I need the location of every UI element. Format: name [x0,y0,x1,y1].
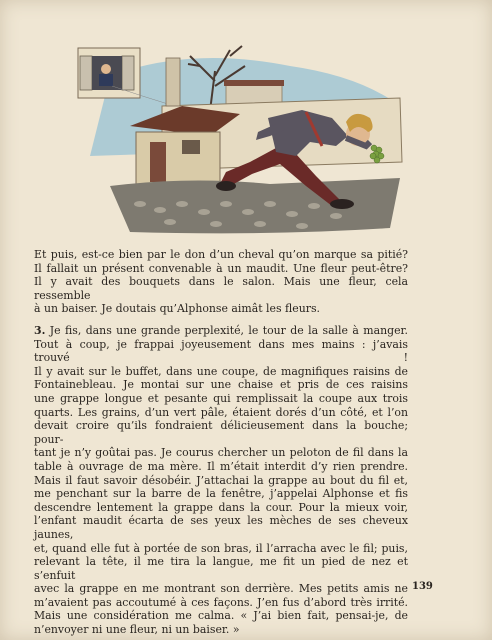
paragraph-2-line: l’enfant maudit écarta de ses yeux les mèches de ses cheveux jaunes, [34,514,408,541]
paragraph-2-line: Tout à coup, je frappai joyeusement dans mes mains : j’avais trouvé ! [34,337,408,365]
paragraph-1-line: Il fallait un présent convenable à un maudit. Une fleur peut-être? [34,261,408,275]
paragraph-2-line: table à ouvrage de ma mère. Il m’était interdit d’y rien prendre. [34,459,408,473]
paragraph-2-line: une grappe longue et pesante qui remplissait la coupe aux trois [34,391,408,405]
shed-wall [136,132,220,186]
paragraph-1-line: Il y avait des bouquets dans le salon. Mais une fleur, cela ressemble [34,275,408,302]
shed-window [182,140,200,154]
paragraph-1 [34,248,408,316]
child-at-window-body [99,74,113,86]
paragraph-2-line: avec la grappe en me montrant son derrière. Mes petits amis ne [34,582,408,596]
boy-shoe-front [216,181,236,191]
paragraph-2-line: Il y avait sur le buffet, dans une coupe, de magnifiques raisins de [34,364,408,378]
shed-door [150,142,166,182]
paragraph-2-first-line [34,324,408,338]
paragraph-2 [34,324,408,637]
paragraph-2-line: Mais il faut savoir désobéir. J’attachai la grappe au bout du fil et, [34,473,408,487]
story-illustration [70,36,422,238]
wall-pillar [166,58,180,106]
paragraph-2-line: m’avaient pas accoutumé à ces façons. J’en fus d’abord très irrité. [34,595,408,609]
distant-house-roof [224,80,284,86]
paragraph-2-line: relevant la tête, il me tira la langue, me fit un pied de nez et s’enfuit [34,555,408,582]
boy-shoe-back [330,199,354,209]
paragraph-2-line: devait croire qu’ils fondraient délicieusement dans la bouche; pour- [34,419,408,446]
paragraph-2-line: me penchant sur la barre de la fenêtre, j’appelai Alphonse et fis [34,487,408,501]
paragraph-2-line: Fontainebleau. Je montai sur une chaise et pris de ces raisins [34,378,408,392]
paragraph-2-line: Je fis, dans une grande perplexité, le tour de la salle à manger. [45,324,408,337]
paragraph-number: 3. [34,324,46,337]
paragraph-2-line: n’envoyer ni une fleur, ni un baiser. » [34,623,240,637]
paragraph-1-line: à un baiser. Je doutais qu’Alphonse aimât les fleurs. [34,302,321,316]
window-shutter-left [80,56,92,90]
window-shutter-right [122,56,134,90]
page-number: 139 [412,581,433,592]
paragraph-2-line: quarts. Les grains, d’un vert pâle, étaient dorés d’un côté, et l’on [34,405,408,419]
paragraph-1-line: Et puis, est-ce bien par le don d’un cheval qu’on marque sa pitié? [34,248,408,261]
paragraph-2-line: tant je n’y goûtai pas. Je courus chercher un peloton de fil dans la [34,446,408,460]
paragraph-2-line: Mais une considération me calma. « J’ai bien fait, pensai-je, de [34,609,408,623]
paragraph-2-line: et, quand elle fut à portée de son bras, il l’arracha avec le fil; puis, [34,541,408,555]
child-at-window-head [101,64,111,74]
paragraph-2-line: descendre lentement la grappe dans la cour. Pour la mieux voir, [34,500,408,514]
